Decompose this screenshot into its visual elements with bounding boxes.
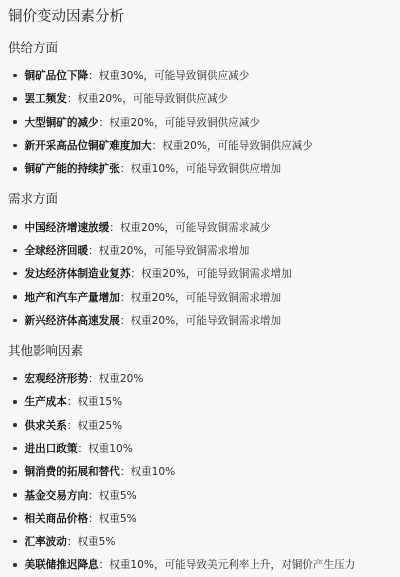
section-heading: 供给方面	[8, 40, 59, 55]
bullet-icon	[13, 493, 17, 497]
factor-list	[8, 367, 400, 577]
factor-desc: 权重20%，可能导致铜需求增加	[98, 244, 250, 257]
factor-desc: 权重10%，可能导致美元利率上升，对铜价产生压力	[109, 559, 356, 572]
factor-desc: 权重20%，可能导致铜需求增加	[130, 314, 282, 327]
factor-name: 进出口政策	[24, 443, 78, 455]
list-item	[8, 507, 400, 530]
separator: ：	[119, 163, 131, 176]
list-item	[8, 414, 400, 437]
separator: ：	[151, 140, 163, 153]
separator: ：	[88, 373, 99, 386]
bullet-icon	[13, 249, 17, 253]
factor-desc: 权重5%	[77, 536, 116, 549]
separator: ：	[119, 291, 131, 304]
bullet-icon	[13, 517, 17, 521]
bullet-icon	[13, 167, 17, 171]
factor-name: 铜矿品位下降	[24, 70, 89, 83]
factor-name: 铜矿产能的持续扩张	[24, 163, 120, 176]
factor-name: 发达经济体制造业复苏	[24, 268, 131, 281]
factor-name: 罢工频发	[24, 93, 67, 106]
separator: ：	[119, 466, 131, 479]
factor-name: 新开采高品位铜矿难度加大	[24, 140, 152, 153]
bullet-icon	[13, 97, 17, 101]
factor-list	[8, 64, 400, 180]
bullet-icon	[13, 295, 17, 299]
factor-desc: 权重20%，可能导致铜需求增加	[130, 291, 282, 304]
list-item	[8, 367, 400, 390]
factor-name: 生产成本	[24, 396, 67, 409]
list-item	[8, 262, 400, 285]
list-item	[8, 239, 400, 262]
factor-name: 大型铜矿的减少	[24, 116, 99, 129]
factor-name: 供求关系	[24, 419, 67, 432]
factor-list	[8, 215, 400, 331]
factor-desc: 权重25%	[77, 419, 123, 432]
separator: ：	[130, 268, 142, 281]
factor-name: 相关商品价格	[24, 512, 89, 525]
section-other	[8, 339, 400, 577]
bullet-icon	[13, 144, 17, 148]
separator: ：	[66, 419, 78, 432]
factor-name: 新兴经济体高速发展	[24, 314, 120, 327]
factor-desc: 权重30%，可能导致铜供应减少	[98, 70, 250, 83]
list-item	[8, 390, 400, 413]
separator: ：	[119, 314, 131, 327]
separator: ：	[88, 70, 99, 83]
factor-desc: 权重20%	[98, 373, 144, 386]
list-item	[8, 64, 400, 87]
factor-desc: 权重10%	[88, 443, 133, 455]
bullet-icon	[13, 74, 17, 78]
page-title: 铜价变动因素分析	[8, 9, 124, 25]
list-item	[8, 285, 400, 308]
factor-name: 地产和汽车产量增加	[24, 291, 120, 304]
factor-desc: 权重20%，可能导致铜需求增加	[141, 268, 292, 281]
factor-name: 铜消费的拓展和替代	[24, 466, 120, 479]
bullet-icon	[13, 470, 17, 474]
separator: ：	[88, 489, 99, 502]
list-item	[8, 87, 400, 110]
bullet-icon	[13, 120, 17, 124]
factor-desc: 权重20%，可能导致铜供应减少	[109, 116, 260, 129]
factor-name: 中国经济增速放缓	[24, 221, 110, 234]
separator: ：	[88, 244, 99, 257]
factor-desc: 权重20%，可能导致铜供应减少	[162, 140, 313, 153]
bullet-icon	[13, 319, 17, 323]
separator: ：	[98, 116, 110, 129]
section-heading: 其他影响因素	[8, 342, 84, 358]
factor-desc: 权重10%，可能导致铜供应增加	[130, 163, 282, 176]
factor-desc: 权重5%	[98, 512, 137, 525]
bullet-icon	[13, 423, 17, 427]
factor-name: 全球经济回暖	[24, 244, 89, 257]
separator: ：	[88, 512, 99, 525]
bullet-icon	[13, 225, 17, 229]
factor-name: 宏观经济形势	[24, 373, 89, 386]
bullet-icon	[13, 272, 17, 276]
list-item	[8, 460, 400, 483]
list-item	[8, 530, 400, 553]
list-item	[8, 483, 400, 506]
bullet-icon	[13, 563, 17, 567]
list-item	[8, 111, 400, 134]
bullet-icon	[13, 540, 17, 544]
factor-name: 汇率波动	[24, 536, 67, 549]
factor-desc: 权重15%	[77, 396, 123, 409]
factor-name: 基金交易方向	[24, 489, 89, 502]
list-item	[8, 309, 400, 332]
factor-desc: 权重20%，可能导致铜供应减少	[77, 93, 229, 106]
separator: ：	[109, 221, 120, 234]
factor-name: 美联储推迟降息	[24, 559, 99, 572]
factor-desc: 权重10%	[130, 466, 176, 479]
bullet-icon	[13, 447, 17, 451]
list-item	[8, 134, 400, 157]
bullet-icon	[13, 377, 17, 381]
list-item	[8, 215, 400, 238]
section-supply	[8, 36, 400, 180]
list-item	[8, 553, 400, 576]
separator: ：	[66, 536, 78, 549]
list-item	[8, 157, 400, 180]
section-heading: 需求方面	[8, 191, 59, 207]
separator: ：	[66, 93, 78, 106]
separator: ：	[77, 443, 89, 455]
list-item	[8, 437, 400, 460]
factor-desc: 权重20%，可能导致铜需求减少	[119, 221, 271, 234]
bullet-icon	[13, 400, 17, 404]
section-demand	[8, 187, 400, 331]
separator: ：	[98, 559, 110, 572]
factor-desc: 权重5%	[98, 489, 137, 502]
separator: ：	[66, 396, 78, 409]
